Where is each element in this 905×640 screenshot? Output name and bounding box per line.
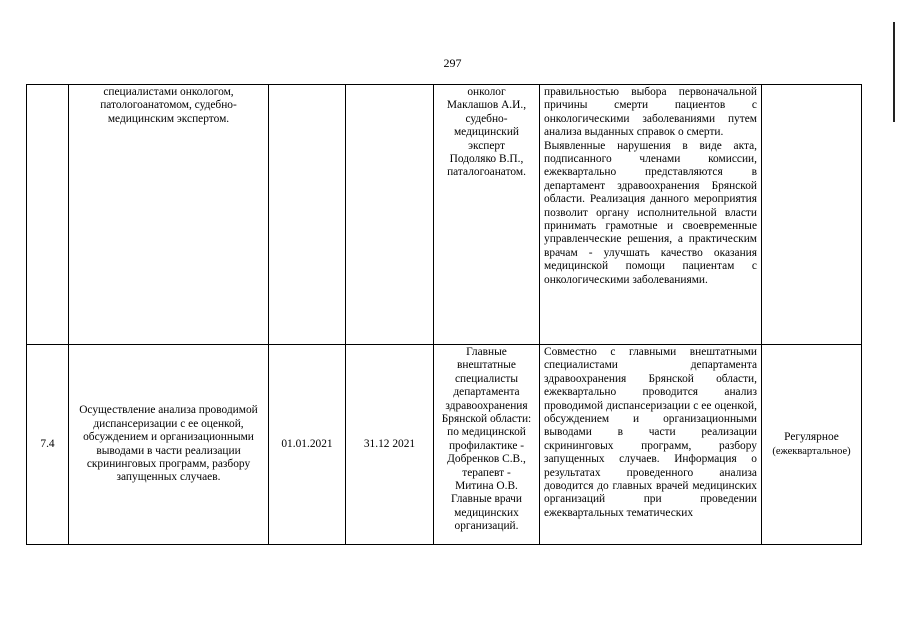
start-date-cell: 01.01.2021 — [269, 345, 346, 545]
page-number: 297 — [443, 56, 462, 70]
periodicity-note: (ежеквартальное) — [772, 445, 851, 457]
end-date-cell — [346, 85, 434, 345]
activity-cell: специалистами онкологом, патологоанатомом, судебно-медицинским экспертом. — [69, 85, 269, 345]
responsible-cell: онколог Маклашов А.И., судебно- медицинский эксперт Подоляко В.П., паталогоанатом. — [434, 85, 540, 345]
end-date-cell: 31.12 2021 — [346, 345, 434, 545]
scan-edge-mark — [893, 22, 895, 122]
periodicity-label: Регулярное — [784, 431, 839, 444]
periodicity-cell — [762, 85, 862, 345]
table-row — [27, 85, 862, 345]
activities-table — [26, 84, 862, 545]
activity-cell: Осуществление анализа проводимой диспансеризации с ее оценкой, обсуждением и организационными выводами в части реализации скрининговых программ, разбору запущенных случаев. — [69, 345, 269, 545]
description-cell: правильностью выбора первоначальной причины смерти пациентов с онкологическими заболеваниями путем анализа выданных справок о смерти. Выявленные нарушения в виде акта, подписанного членами комиссии, ежеквартально представляются в департамент здравоохранения Брянской области. Реализация данного мероприятия позволит органу исполнительной власти принимать грамотные и своевременные управленческие решения, а практическим врачам - улучшать качество оказания медицинской помощи пациентам с онкологическими заболеваниями. — [540, 85, 762, 345]
start-date-cell — [269, 85, 346, 345]
periodicity-cell — [762, 345, 862, 545]
row-number-cell: 7.4 — [27, 345, 69, 545]
table-row — [27, 345, 862, 545]
responsible-cell: Главные внештатные специалисты департамента здравоохранения Брянской области: по медицинской профилактике - Добренков С.В., терапевт - Митина О.В. Главные врачи медицинских организаций. — [434, 345, 540, 545]
description-cell: Совместно с главными внештатными специалистами департамента здравоохранения Брянской области, ежеквартально проводится анализ проводимой диспансеризации с ее оценкой, обсуждением и организационными выводами в части реализации скрининговых программ, разбору запущенных случаев. Информация о результатах проведенного анализа доводится до главных врачей медицинских организаций при проведении ежеквартальных тематических — [540, 345, 762, 545]
row-number-cell — [27, 85, 69, 345]
